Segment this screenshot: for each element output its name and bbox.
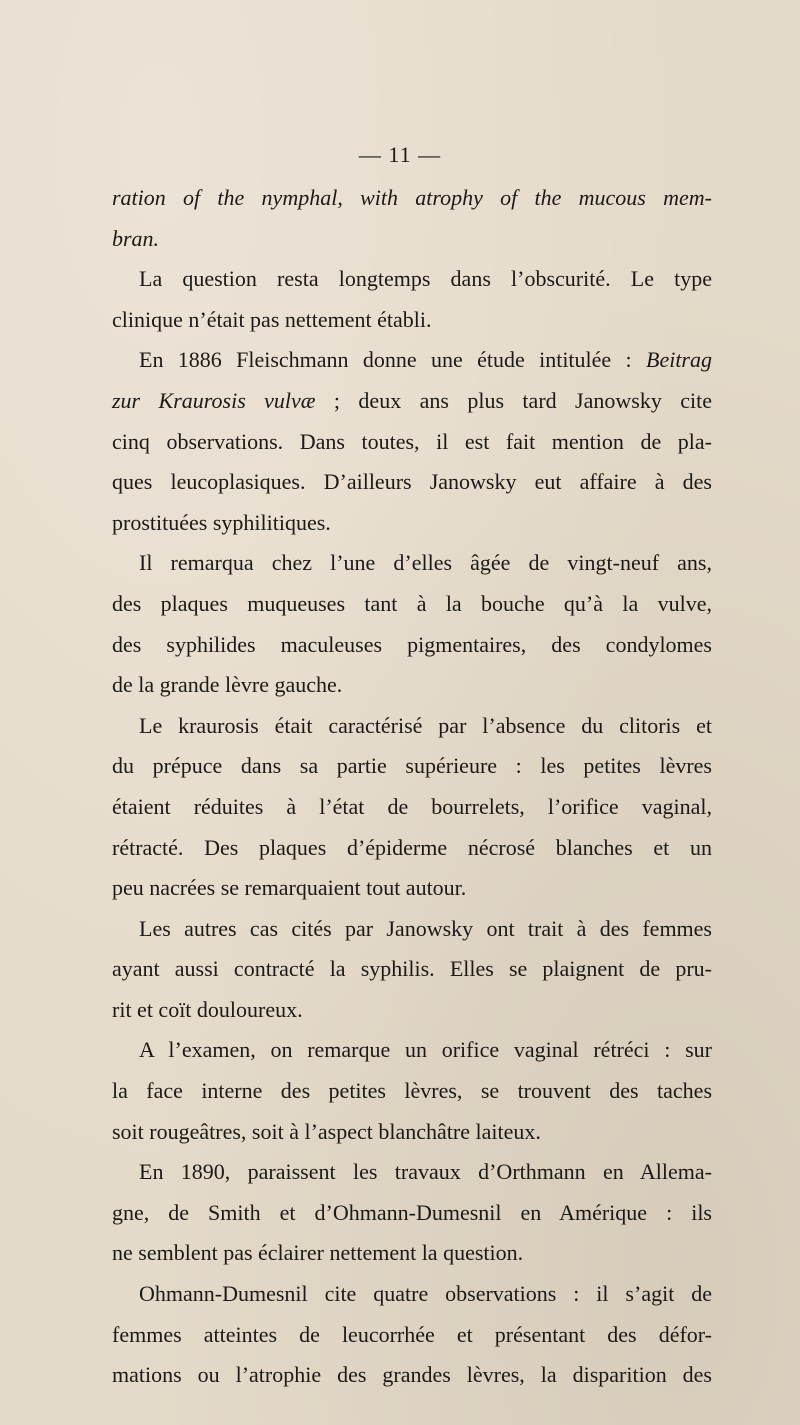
text-segment: cinq observations. Dans toutes, il est fait mention de pla- bbox=[112, 428, 712, 454]
text-line bbox=[112, 828, 712, 869]
text-segment: ; deux ans plus tard Janowsky cite bbox=[315, 387, 712, 413]
text-line bbox=[112, 625, 712, 666]
text-segment: Les autres cas cités par Janowsky ont trait à des femmes bbox=[139, 915, 712, 941]
text-line bbox=[112, 1355, 712, 1396]
text-line bbox=[112, 1315, 712, 1356]
text-segment: soit rougeâtres, soit à l’aspect blanchâtre laiteux. bbox=[112, 1118, 541, 1144]
text-line bbox=[112, 584, 712, 625]
text-line bbox=[112, 300, 712, 341]
text-line bbox=[112, 868, 712, 909]
text-segment: la face interne des petites lèvres, se trouvent des taches bbox=[112, 1078, 712, 1104]
text-segment: ques leucoplasiques. D’ailleurs Janowsky eut affaire à des bbox=[112, 469, 712, 495]
text-segment: En 1890, paraissent les travaux d’Orthmann en Allema- bbox=[139, 1159, 712, 1185]
text-segment: En 1886 Fleischmann donne une étude intitulée : bbox=[139, 347, 646, 373]
text-segment: des syphilides maculeuses pigmentaires, des condylomes bbox=[112, 631, 712, 657]
text-segment: La question resta longtemps dans l’obscurité. Le type bbox=[139, 266, 712, 292]
text-segment: rit et coït douloureux. bbox=[112, 996, 303, 1022]
text-line bbox=[112, 746, 712, 787]
italic-text: ration of the nymphal bbox=[112, 185, 338, 210]
text-line bbox=[112, 422, 712, 463]
text-segment: femmes atteintes de leucorrhée et présentant des défor- bbox=[112, 1321, 712, 1347]
text-segment: mations ou l’atrophie des grandes lèvres, la disparition des bbox=[112, 1362, 712, 1388]
text-segment: A l’examen, on remarque un orifice vaginal rétréci : sur bbox=[139, 1037, 712, 1063]
text-line bbox=[112, 340, 712, 381]
italic-text: Beitrag bbox=[646, 347, 712, 373]
text-segment: étaient réduites à l’état de bourrelets, l’orifice vaginal, bbox=[112, 793, 712, 819]
text-segment: peu nacrées se remarquaient tout autour. bbox=[112, 875, 467, 901]
text-segment: des plaques muqueuses tant à la bouche qu’à la vulve, bbox=[112, 590, 712, 616]
text-line bbox=[112, 503, 712, 544]
text-line bbox=[112, 219, 712, 260]
text-line bbox=[112, 259, 712, 300]
text-line bbox=[112, 543, 712, 584]
text-segment: de la grande lèvre gauche. bbox=[112, 672, 343, 698]
text-segment: ayant aussi contracté la syphilis. Elles se plaignent de pru- bbox=[112, 956, 712, 982]
page-number: — 11 — bbox=[358, 142, 442, 167]
italic-text: with atrophy of the mucous mem- bbox=[360, 185, 712, 210]
italic-text: zur Kraurosis vulvæ bbox=[112, 387, 316, 413]
italic-text: bran. bbox=[112, 225, 160, 251]
text-line bbox=[112, 949, 712, 990]
text-line bbox=[112, 1112, 712, 1153]
text-line bbox=[112, 990, 712, 1031]
text-segment: Il remarqua chez l’une d’elles âgée de vingt-neuf ans, bbox=[139, 550, 712, 576]
text-line bbox=[112, 1233, 712, 1274]
text-line bbox=[112, 462, 712, 503]
text-segment: rétracté. Des plaques d’épiderme nécrosé blanches et un bbox=[112, 834, 712, 860]
text-line bbox=[112, 1193, 712, 1234]
text-line bbox=[112, 1274, 712, 1315]
text-line bbox=[112, 706, 712, 747]
text-line bbox=[112, 787, 712, 828]
text-segment: ne semblent pas éclairer nettement la question. bbox=[112, 1240, 524, 1266]
text-segment: clinique n’était pas nettement établi. bbox=[112, 306, 432, 332]
text-line bbox=[112, 1071, 712, 1112]
text-line bbox=[112, 381, 712, 422]
text-line bbox=[112, 665, 712, 706]
text-segment: Le kraurosis était caractérisé par l’absence du clitoris et bbox=[139, 712, 712, 738]
text-line bbox=[112, 178, 712, 219]
text-segment: prostituées syphilitiques. bbox=[112, 509, 331, 535]
text-line bbox=[112, 1152, 712, 1193]
text-segment: Ohmann-Dumesnil cite quatre observations : il s’agit de bbox=[139, 1281, 712, 1307]
text-segment: , bbox=[337, 185, 361, 210]
text-line bbox=[112, 909, 712, 950]
text-segment: gne, de Smith et d’Ohmann-Dumesnil en Amérique : ils bbox=[112, 1199, 712, 1225]
body-text bbox=[112, 178, 712, 1396]
text-line bbox=[112, 1030, 712, 1071]
text-segment: du prépuce dans sa partie supérieure : les petites lèvres bbox=[112, 753, 712, 779]
